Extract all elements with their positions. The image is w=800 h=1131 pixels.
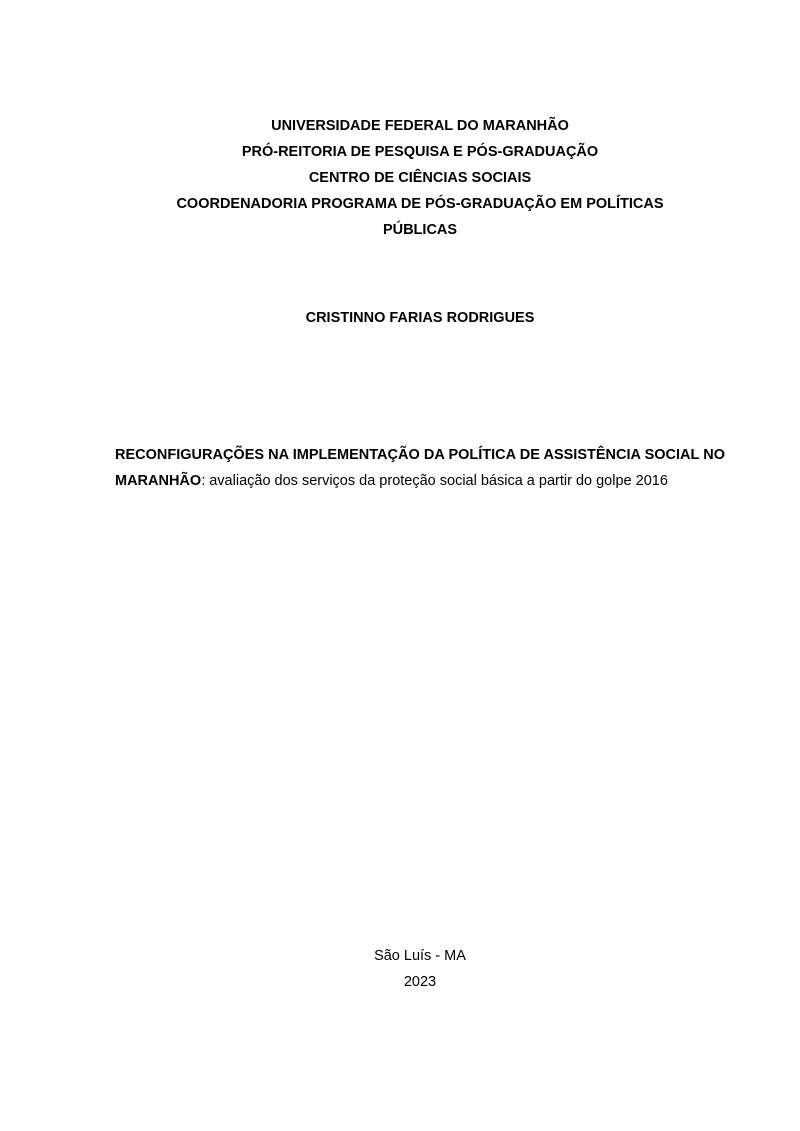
pro-rectory-name: PRÓ-REITORIA DE PESQUISA E PÓS-GRADUAÇÃO: [241, 144, 599, 160]
program-name-line-2: PÚBLICAS: [382, 222, 458, 238]
program-name-line-1: COORDENADORIA PROGRAMA DE PÓS-GRADUAÇÃO EM POLÍTICAS: [176, 196, 664, 212]
work-title-subtitle: : avaliação dos serviços da proteção social básica a partir do golpe 2016: [201, 473, 668, 489]
work-title: [115, 442, 725, 494]
year: 2023: [403, 974, 437, 990]
work-title-main: RECONFIGURAÇÕES NA IMPLEMENTAÇÃO DA POLÍTICA DE ASSISTÊNCIA SOCIAL NO MARANHÃO: [115, 447, 725, 489]
location: São Luís - MA: [374, 948, 466, 964]
university-name: UNIVERSIDADE FEDERAL DO MARANHÃO: [271, 118, 569, 134]
footer: [115, 943, 725, 995]
author-name: CRISTINNO FARIAS RODRIGUES: [305, 310, 535, 326]
center-name: CENTRO DE CIÊNCIAS SOCIAIS: [308, 170, 532, 186]
institution-header: [115, 113, 725, 243]
